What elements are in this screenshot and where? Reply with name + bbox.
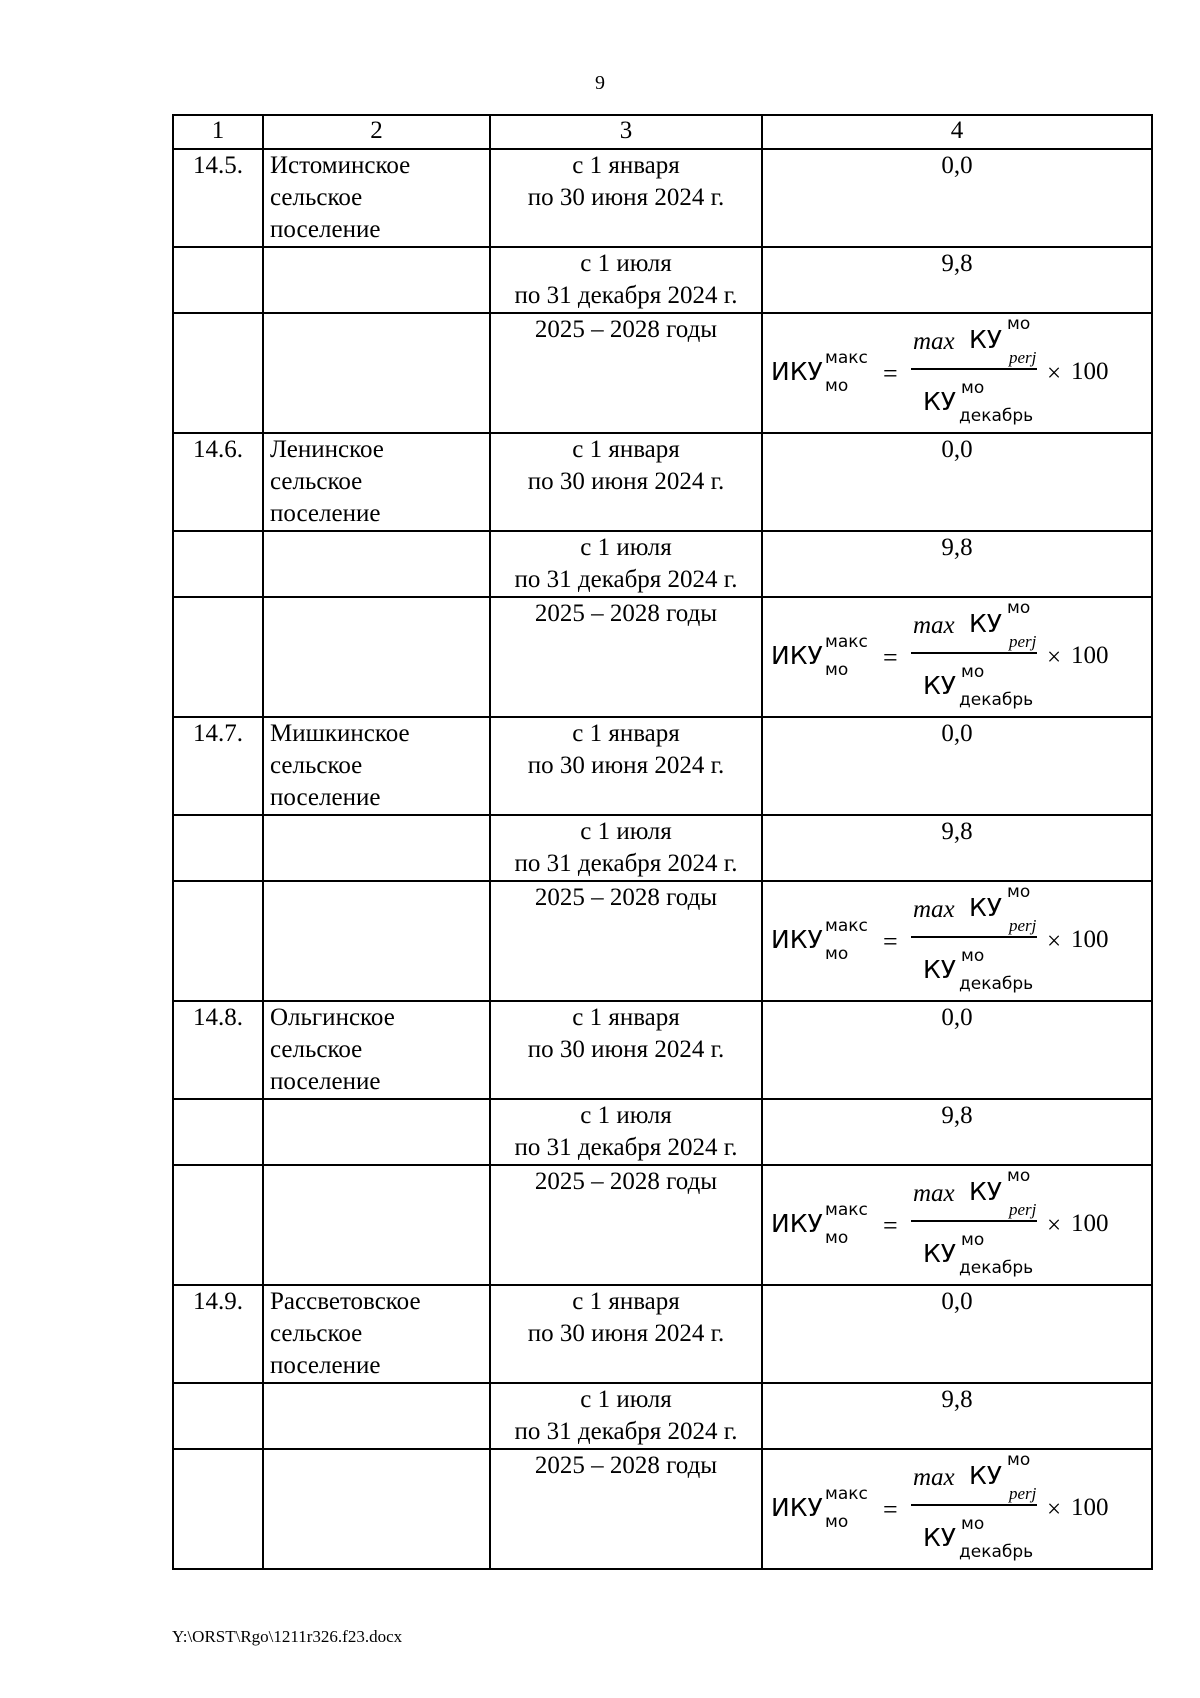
settlement-name-line: Ленинское (270, 436, 384, 463)
row-number-cell (173, 433, 263, 531)
settlement-name-cell (263, 531, 490, 597)
formula-numerator-subscript: perj (1009, 1200, 1037, 1219)
formula-lhs: ИКУ (771, 1493, 823, 1522)
row-number-cell (173, 531, 263, 597)
period-line: 2025 – 2028 годы (534, 1168, 718, 1195)
period-line: с 1 января (572, 1288, 680, 1315)
fraction-bar (911, 652, 1037, 654)
period-cell (490, 433, 762, 531)
fraction-bar (911, 1220, 1037, 1222)
settlement-name-cell (263, 815, 490, 881)
period-line: по 31 декабря 2024 г. (514, 282, 738, 309)
settlement-name-line: сельское (270, 184, 363, 211)
formula-numerator-ku: КУ (969, 609, 1002, 638)
settlement-name-line: Истоминское (270, 152, 411, 179)
table-row (173, 149, 1152, 247)
index-value: 0,0 (941, 1288, 973, 1315)
row-number-cell (173, 247, 263, 313)
formula-numerator-max: max (913, 1180, 955, 1207)
formula-denominator-subscript: декабрь (959, 974, 1034, 994)
formula-numerator-superscript: мо (1007, 882, 1031, 902)
settlement-name-line: сельское (270, 468, 363, 495)
table-row (173, 1383, 1152, 1449)
table-row (173, 1285, 1152, 1383)
index-value: 9,8 (941, 1386, 973, 1413)
period-cell (490, 815, 762, 881)
growth-index-formula (769, 1166, 1147, 1284)
row-number-cell (173, 597, 263, 717)
settlement-name-cell (263, 1285, 490, 1383)
settlement-name-line: Ольгинское (270, 1004, 395, 1031)
tariff-table (172, 114, 1153, 1570)
period-cell (490, 247, 762, 313)
formula-denominator-subscript: декабрь (959, 1542, 1034, 1562)
settlement-name-line: Рассветовское (270, 1288, 421, 1315)
index-value-cell (762, 597, 1152, 717)
index-value: 9,8 (941, 534, 973, 561)
index-value-cell (762, 815, 1152, 881)
fraction-bar (911, 936, 1037, 938)
growth-index-formula (769, 882, 1147, 1000)
index-value-cell (762, 149, 1152, 247)
table-row (173, 815, 1152, 881)
row-number-cell (173, 1449, 263, 1569)
period-line: с 1 июля (580, 1102, 672, 1129)
formula-numerator-ku: КУ (969, 1177, 1002, 1206)
formula-lhs-superscript: макс (825, 1484, 868, 1504)
period-line: 2025 – 2028 годы (534, 600, 718, 627)
formula-denominator-superscript: мо (961, 662, 985, 682)
file-path-footer: Y:\ORST\Rgo\1211r326.f23.docx (172, 1627, 403, 1646)
header-col-2: 2 (263, 115, 490, 149)
formula-numerator-max: max (913, 1464, 955, 1491)
settlement-name-cell (263, 313, 490, 433)
period-line: по 30 июня 2024 г. (527, 468, 725, 495)
formula-lhs-superscript: макс (825, 632, 868, 652)
formula-numerator-subscript: perj (1009, 632, 1037, 651)
settlement-name-cell (263, 1165, 490, 1285)
formula-lhs-superscript: макс (825, 1200, 868, 1220)
table-row (173, 1449, 1152, 1569)
formula-equals: = (883, 359, 898, 388)
page-number: 9 (595, 72, 605, 94)
settlement-name-cell (263, 597, 490, 717)
row-number: 14.5. (193, 152, 243, 179)
formula-times: × (1047, 928, 1062, 955)
settlement-name-cell (263, 149, 490, 247)
table-row (173, 881, 1152, 1001)
period-cell (490, 531, 762, 597)
row-number-cell (173, 1165, 263, 1285)
formula-denominator-superscript: мо (961, 1230, 985, 1250)
row-number-cell (173, 1001, 263, 1099)
index-value-cell (762, 1449, 1152, 1569)
period-line: по 31 декабря 2024 г. (514, 1134, 738, 1161)
index-value: 9,8 (941, 250, 973, 277)
row-number-cell (173, 1099, 263, 1165)
settlement-name-line: поселение (270, 500, 381, 527)
settlement-name-cell (263, 717, 490, 815)
index-value: 0,0 (941, 720, 973, 747)
index-value-cell (762, 1001, 1152, 1099)
settlement-name-line: поселение (270, 1352, 381, 1379)
settlement-name-cell (263, 1383, 490, 1449)
period-cell (490, 1285, 762, 1383)
settlement-name-cell (263, 1099, 490, 1165)
period-line: по 30 июня 2024 г. (527, 752, 725, 779)
header-col-3: 3 (490, 115, 762, 149)
period-cell (490, 149, 762, 247)
growth-index-formula (769, 1450, 1147, 1568)
formula-times: × (1047, 644, 1062, 671)
formula-denominator-ku: КУ (923, 1239, 956, 1268)
period-line: по 30 июня 2024 г. (527, 1036, 725, 1063)
period-cell (490, 1099, 762, 1165)
formula-equals: = (883, 1495, 898, 1524)
row-number-cell (173, 815, 263, 881)
period-line: 2025 – 2028 годы (534, 1452, 718, 1479)
index-value-cell (762, 247, 1152, 313)
index-value-cell (762, 433, 1152, 531)
period-line: с 1 января (572, 436, 680, 463)
formula-numerator-ku: КУ (969, 893, 1002, 922)
period-cell (490, 1383, 762, 1449)
formula-numerator-max: max (913, 328, 955, 355)
settlement-name-line: сельское (270, 1036, 363, 1063)
growth-index-formula (769, 598, 1147, 716)
header-col-4: 4 (762, 115, 1152, 149)
formula-equals: = (883, 1211, 898, 1240)
formula-lhs-subscript: мо (825, 1512, 849, 1532)
index-value-cell (762, 1285, 1152, 1383)
settlement-name-line: поселение (270, 1068, 381, 1095)
index-value: 0,0 (941, 436, 973, 463)
period-line: по 31 декабря 2024 г. (514, 850, 738, 877)
formula-hundred: 100 (1071, 926, 1109, 953)
settlement-name-cell (263, 1001, 490, 1099)
settlement-name-cell (263, 247, 490, 313)
period-line: по 31 декабря 2024 г. (514, 1418, 738, 1445)
fraction-bar (911, 1504, 1037, 1506)
growth-index-formula (769, 314, 1147, 432)
row-number-cell (173, 881, 263, 1001)
formula-times: × (1047, 1212, 1062, 1239)
period-cell (490, 881, 762, 1001)
settlement-name-cell (263, 881, 490, 1001)
formula-numerator-superscript: мо (1007, 1450, 1031, 1470)
index-value-cell (762, 1383, 1152, 1449)
formula-lhs: ИКУ (771, 925, 823, 954)
formula-lhs: ИКУ (771, 357, 823, 386)
formula-numerator-subscript: perj (1009, 1484, 1037, 1503)
index-value-cell (762, 717, 1152, 815)
period-line: 2025 – 2028 годы (534, 884, 718, 911)
index-value-cell (762, 1165, 1152, 1285)
table-row (173, 597, 1152, 717)
formula-denominator-superscript: мо (961, 946, 985, 966)
formula-lhs-superscript: макс (825, 348, 868, 368)
formula-lhs: ИКУ (771, 641, 823, 670)
settlement-name-line: поселение (270, 784, 381, 811)
formula-denominator-ku: КУ (923, 955, 956, 984)
formula-denominator-ku: КУ (923, 387, 956, 416)
settlement-name-line: Мишкинское (270, 720, 410, 747)
formula-denominator-subscript: декабрь (959, 690, 1034, 710)
row-number-cell (173, 1383, 263, 1449)
period-cell (490, 1001, 762, 1099)
row-number-cell (173, 1285, 263, 1383)
period-line: с 1 июля (580, 818, 672, 845)
formula-denominator-superscript: мо (961, 378, 985, 398)
formula-numerator-ku: КУ (969, 1461, 1002, 1490)
index-value-cell (762, 531, 1152, 597)
table-row (173, 1001, 1152, 1099)
row-number: 14.6. (193, 436, 243, 463)
formula-numerator-ku: КУ (969, 325, 1002, 354)
index-value: 0,0 (941, 1004, 973, 1031)
period-line: с 1 января (572, 720, 680, 747)
period-cell (490, 597, 762, 717)
table-row (173, 433, 1152, 531)
period-cell (490, 717, 762, 815)
formula-numerator-superscript: мо (1007, 598, 1031, 618)
formula-numerator-subscript: perj (1009, 348, 1037, 367)
formula-lhs-subscript: мо (825, 1228, 849, 1248)
formula-denominator-subscript: декабрь (959, 406, 1034, 426)
formula-lhs: ИКУ (771, 1209, 823, 1238)
table-row (173, 1099, 1152, 1165)
index-value-cell (762, 313, 1152, 433)
formula-numerator-max: max (913, 896, 955, 923)
formula-lhs-subscript: мо (825, 944, 849, 964)
period-line: по 31 декабря 2024 г. (514, 566, 738, 593)
row-number-cell (173, 717, 263, 815)
row-number: 14.9. (193, 1288, 243, 1315)
formula-hundred: 100 (1071, 642, 1109, 669)
table-row (173, 1165, 1152, 1285)
period-line: с 1 июля (580, 1386, 672, 1413)
formula-hundred: 100 (1071, 1494, 1109, 1521)
settlement-name-line: сельское (270, 1320, 363, 1347)
formula-lhs-subscript: мо (825, 660, 849, 680)
table-row (173, 247, 1152, 313)
fraction-bar (911, 368, 1037, 370)
settlement-name-cell (263, 433, 490, 531)
period-cell (490, 1165, 762, 1285)
formula-denominator-subscript: декабрь (959, 1258, 1034, 1278)
index-value-cell (762, 1099, 1152, 1165)
period-line: 2025 – 2028 годы (534, 316, 718, 343)
index-value: 9,8 (941, 1102, 973, 1129)
index-value-cell (762, 881, 1152, 1001)
period-line: с 1 января (572, 152, 680, 179)
period-line: с 1 января (572, 1004, 680, 1031)
index-value: 9,8 (941, 818, 973, 845)
formula-lhs-superscript: макс (825, 916, 868, 936)
formula-equals: = (883, 927, 898, 956)
period-cell (490, 1449, 762, 1569)
period-line: с 1 июля (580, 534, 672, 561)
period-line: по 30 июня 2024 г. (527, 184, 725, 211)
formula-numerator-superscript: мо (1007, 1166, 1031, 1186)
formula-lhs-subscript: мо (825, 376, 849, 396)
formula-times: × (1047, 1496, 1062, 1523)
header-col-1: 1 (173, 115, 263, 149)
period-cell (490, 313, 762, 433)
table-row (173, 531, 1152, 597)
table-row (173, 717, 1152, 815)
formula-hundred: 100 (1071, 1210, 1109, 1237)
formula-denominator-ku: КУ (923, 1523, 956, 1552)
formula-equals: = (883, 643, 898, 672)
table-row (173, 313, 1152, 433)
index-value: 0,0 (941, 152, 973, 179)
row-number-cell (173, 313, 263, 433)
formula-numerator-superscript: мо (1007, 314, 1031, 334)
formula-hundred: 100 (1071, 358, 1109, 385)
settlement-name-cell (263, 1449, 490, 1569)
row-number: 14.7. (193, 720, 243, 747)
table-header-row (173, 115, 1152, 149)
row-number-cell (173, 149, 263, 247)
period-line: с 1 июля (580, 250, 672, 277)
settlement-name-line: поселение (270, 216, 381, 243)
formula-denominator-ku: КУ (923, 671, 956, 700)
table-body (173, 115, 1152, 1569)
formula-numerator-subscript: perj (1009, 916, 1037, 935)
period-line: по 30 июня 2024 г. (527, 1320, 725, 1347)
row-number: 14.8. (193, 1004, 243, 1031)
formula-denominator-superscript: мо (961, 1514, 985, 1534)
formula-numerator-max: max (913, 612, 955, 639)
settlement-name-line: сельское (270, 752, 363, 779)
formula-times: × (1047, 360, 1062, 387)
